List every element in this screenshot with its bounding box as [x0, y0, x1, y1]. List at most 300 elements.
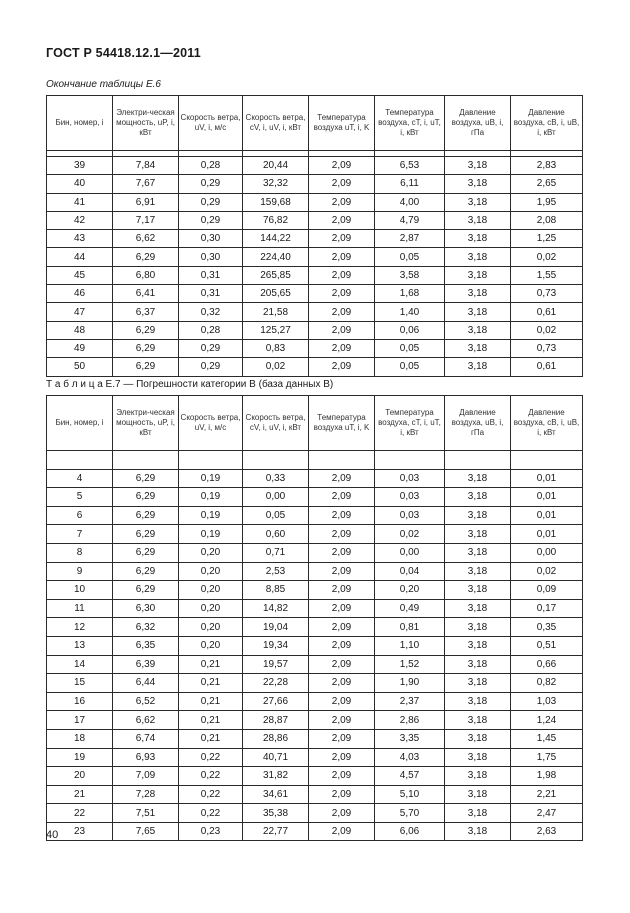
table-cell: 6,35	[113, 636, 179, 655]
table-cell: 0,20	[179, 581, 243, 600]
table-cell: 0,05	[243, 506, 309, 525]
table-cell: 3,58	[375, 266, 445, 284]
table-cell: 3,18	[445, 767, 511, 786]
table-cell: 2,09	[309, 674, 375, 693]
table-cell: 35,38	[243, 804, 309, 823]
table-cell: 5,10	[375, 785, 445, 804]
table-cell: 1,45	[511, 729, 583, 748]
table-cell: 3,18	[445, 748, 511, 767]
table-cell: 2,09	[309, 767, 375, 786]
table-cell: 6,93	[113, 748, 179, 767]
table-cell: 14	[47, 655, 113, 674]
table-cell: 2,09	[309, 692, 375, 711]
table-cell: 0,20	[375, 581, 445, 600]
table-cell: 0,20	[179, 599, 243, 618]
table-cell: 21	[47, 785, 113, 804]
table-row	[47, 674, 583, 693]
table-cell: 0,20	[179, 636, 243, 655]
table-cell: 1,24	[511, 711, 583, 730]
table-row	[47, 469, 583, 488]
table-cell: 46	[47, 285, 113, 303]
table-cell: 3,18	[445, 230, 511, 248]
table-cell: 7,51	[113, 804, 179, 823]
table-cell: 3,18	[445, 285, 511, 303]
table-cell: 5,70	[375, 804, 445, 823]
table-row	[47, 488, 583, 507]
table-cell: 3,18	[445, 321, 511, 339]
table-cell: 3,18	[445, 469, 511, 488]
table-cell: 0,28	[179, 321, 243, 339]
table-cell: 0,21	[179, 729, 243, 748]
table-cell: 31,82	[243, 767, 309, 786]
table-cell: 2,53	[243, 562, 309, 581]
table-cell: 0,05	[375, 339, 445, 357]
table-cell: 3,18	[445, 636, 511, 655]
table-cell: 7,09	[113, 767, 179, 786]
column-header: Давление воздуха, cB, i, uB, i, кВт	[511, 396, 583, 451]
table-cell: 0,03	[375, 506, 445, 525]
table-cell: 0,20	[179, 543, 243, 562]
table-cell: 2,09	[309, 303, 375, 321]
table-cell: 0,22	[179, 748, 243, 767]
table-cell: 20,44	[243, 157, 309, 175]
table-cell: 3,18	[445, 506, 511, 525]
table-cell: 0,31	[179, 285, 243, 303]
table-cell: 76,82	[243, 211, 309, 229]
table-cell: 0,19	[179, 506, 243, 525]
table-cell: 6,29	[113, 469, 179, 488]
table-row	[47, 543, 583, 562]
spacer-cell	[511, 451, 583, 470]
table-row	[47, 729, 583, 748]
table-cell: 28,86	[243, 729, 309, 748]
table-cell: 224,40	[243, 248, 309, 266]
table-cell: 2,09	[309, 581, 375, 600]
column-header: Бин, номер, i	[47, 396, 113, 451]
table-cell: 0,21	[179, 674, 243, 693]
table-cell: 0,21	[179, 692, 243, 711]
table-cell: 6,29	[113, 543, 179, 562]
column-header: Электри-ческая мощность, uP, i, кВт	[113, 96, 179, 151]
table-row	[47, 636, 583, 655]
table-cell: 1,10	[375, 636, 445, 655]
table-cell: 159,68	[243, 193, 309, 211]
table-cell: 3,18	[445, 785, 511, 804]
table-cell: 0,20	[179, 562, 243, 581]
spacer-cell	[179, 451, 243, 470]
table-cell: 12	[47, 618, 113, 637]
column-header: Температура воздуха, cT, i, uT, i, кВт	[375, 396, 445, 451]
table-cell: 205,65	[243, 285, 309, 303]
table-cell: 7,28	[113, 785, 179, 804]
table-cell: 0,09	[511, 581, 583, 600]
table-cell: 41	[47, 193, 113, 211]
table-cell: 2,09	[309, 506, 375, 525]
table-cell: 0,23	[179, 822, 243, 841]
table-cell: 3,18	[445, 248, 511, 266]
table-cell: 3,18	[445, 674, 511, 693]
table-row	[47, 599, 583, 618]
table-cell: 2,47	[511, 804, 583, 823]
table-cell: 6,29	[113, 358, 179, 376]
table-cell: 6,11	[375, 175, 445, 193]
table-cell: 1,52	[375, 655, 445, 674]
table-cell: 0,66	[511, 655, 583, 674]
table-cell: 0,21	[179, 711, 243, 730]
table-cell: 3,18	[445, 339, 511, 357]
table-cell: 0,01	[511, 525, 583, 544]
table-cell: 2,87	[375, 230, 445, 248]
table-cell: 3,18	[445, 488, 511, 507]
table-cell: 14,82	[243, 599, 309, 618]
table-cell: 7,17	[113, 211, 179, 229]
table-cell: 6,29	[113, 581, 179, 600]
table-cell: 40	[47, 175, 113, 193]
table-cell: 6,53	[375, 157, 445, 175]
table-cell: 13	[47, 636, 113, 655]
table-cell: 0,01	[511, 488, 583, 507]
column-header: Скорость ветра, uV, i, м/с	[179, 96, 243, 151]
table-cell: 1,75	[511, 748, 583, 767]
column-header: Температура воздуха uT, i, K	[309, 396, 375, 451]
table-cell: 0,29	[179, 211, 243, 229]
table-cell: 0,21	[179, 655, 243, 674]
table-cell: 2,09	[309, 543, 375, 562]
table-cell: 2,09	[309, 655, 375, 674]
table-cell: 6,29	[113, 248, 179, 266]
table-cell: 23	[47, 822, 113, 841]
table-cell: 3,18	[445, 599, 511, 618]
table-cell: 0,31	[179, 266, 243, 284]
table-cell: 19,34	[243, 636, 309, 655]
table-cell: 2,09	[309, 562, 375, 581]
table-cell: 3,18	[445, 303, 511, 321]
table-cell: 0,73	[511, 339, 583, 357]
table-cell: 0,06	[375, 321, 445, 339]
spacer-cell	[375, 451, 445, 470]
table-cell: 50	[47, 358, 113, 376]
table-cell: 0,00	[375, 543, 445, 562]
column-header: Давление воздуха, uB, i, гПа	[445, 396, 511, 451]
table-cell: 0,19	[179, 469, 243, 488]
table-cell: 2,09	[309, 193, 375, 211]
table-cell: 1,03	[511, 692, 583, 711]
table-cell: 17	[47, 711, 113, 730]
table-cell: 2,09	[309, 785, 375, 804]
table-cell: 3,18	[445, 211, 511, 229]
table-cell: 45	[47, 266, 113, 284]
table-cell: 4,03	[375, 748, 445, 767]
table-row	[47, 822, 583, 841]
table-cell: 6,39	[113, 655, 179, 674]
table-cell: 6,80	[113, 266, 179, 284]
table-cell: 0,03	[375, 469, 445, 488]
table-cell: 2,09	[309, 729, 375, 748]
table-cell: 4,79	[375, 211, 445, 229]
table-row	[47, 321, 583, 339]
page-number: 40	[46, 829, 59, 841]
table-cell: 2,09	[309, 339, 375, 357]
table-cell: 7	[47, 525, 113, 544]
table-cell: 2,09	[309, 266, 375, 284]
column-header: Давление воздуха, cB, i, uB, i, кВт	[511, 96, 583, 151]
table-cell: 0,73	[511, 285, 583, 303]
table-row	[47, 303, 583, 321]
column-header: Скорость ветра, cV, i, uV, i, кВт	[243, 96, 309, 151]
table-cell: 2,09	[309, 248, 375, 266]
table-cell: 6,29	[113, 562, 179, 581]
table-row	[47, 525, 583, 544]
table-cell: 0,02	[511, 321, 583, 339]
table-cell: 1,90	[375, 674, 445, 693]
table-cell: 0,61	[511, 303, 583, 321]
table-e6-caption: Окончание таблицы Е.6	[46, 79, 161, 90]
table-cell: 3,18	[445, 655, 511, 674]
table-cell: 49	[47, 339, 113, 357]
table-cell: 3,18	[445, 266, 511, 284]
table-cell: 6,29	[113, 339, 179, 357]
table-cell: 0,22	[179, 804, 243, 823]
table-cell: 0,03	[375, 488, 445, 507]
table-cell: 0,29	[179, 339, 243, 357]
table-cell: 20	[47, 767, 113, 786]
table-cell: 11	[47, 599, 113, 618]
table-cell: 1,55	[511, 266, 583, 284]
spacer-cell	[445, 451, 511, 470]
table-cell: 2,09	[309, 285, 375, 303]
table-cell: 8,85	[243, 581, 309, 600]
table-cell: 0,02	[511, 562, 583, 581]
table-cell: 6,74	[113, 729, 179, 748]
table-row	[47, 285, 583, 303]
table-cell: 1,98	[511, 767, 583, 786]
table-cell: 6,29	[113, 506, 179, 525]
table-cell: 42	[47, 211, 113, 229]
table-cell: 2,37	[375, 692, 445, 711]
table-cell: 0,83	[243, 339, 309, 357]
table-cell: 144,22	[243, 230, 309, 248]
table-cell: 48	[47, 321, 113, 339]
table-cell: 3,18	[445, 562, 511, 581]
table-cell: 3,18	[445, 711, 511, 730]
table-cell: 3,18	[445, 175, 511, 193]
table-cell: 7,65	[113, 822, 179, 841]
table-cell: 19	[47, 748, 113, 767]
table-row	[47, 339, 583, 357]
table-cell: 2,09	[309, 157, 375, 175]
table-cell: 0,00	[511, 543, 583, 562]
table-cell: 6	[47, 506, 113, 525]
table-cell: 2,09	[309, 358, 375, 376]
table-cell: 0,82	[511, 674, 583, 693]
spacer-cell	[113, 451, 179, 470]
table-row	[47, 230, 583, 248]
table-row	[47, 711, 583, 730]
table-cell: 2,09	[309, 321, 375, 339]
table-cell: 0,02	[375, 525, 445, 544]
table-e7-caption: Т а б л и ц а Е.7 — Погрешности категории В (база данных В)	[46, 379, 334, 390]
table-cell: 0,49	[375, 599, 445, 618]
table-cell: 2,65	[511, 175, 583, 193]
table-cell: 3,18	[445, 804, 511, 823]
table-cell: 22	[47, 804, 113, 823]
table-row	[47, 358, 583, 376]
table-cell: 6,29	[113, 321, 179, 339]
table-cell: 2,09	[309, 211, 375, 229]
table-cell: 2,86	[375, 711, 445, 730]
table-cell: 2,09	[309, 488, 375, 507]
spacer-cell	[243, 451, 309, 470]
table-cell: 2,08	[511, 211, 583, 229]
table-row	[47, 175, 583, 193]
table-cell: 34,61	[243, 785, 309, 804]
table-row	[47, 157, 583, 175]
table-cell: 3,18	[445, 581, 511, 600]
table-cell: 0,05	[375, 358, 445, 376]
table-cell: 3,18	[445, 692, 511, 711]
table-cell: 0,29	[179, 193, 243, 211]
table-cell: 2,09	[309, 469, 375, 488]
table-cell: 4	[47, 469, 113, 488]
table-cell: 0,22	[179, 785, 243, 804]
table-row	[47, 748, 583, 767]
table-row	[47, 211, 583, 229]
table-row	[47, 506, 583, 525]
column-header: Бин, номер, i	[47, 96, 113, 151]
table-cell: 22,77	[243, 822, 309, 841]
table-cell: 3,18	[445, 618, 511, 637]
table-cell: 0,17	[511, 599, 583, 618]
table-cell: 3,18	[445, 525, 511, 544]
table-row	[47, 562, 583, 581]
table-row	[47, 655, 583, 674]
table-cell: 2,09	[309, 230, 375, 248]
table-cell: 2,09	[309, 618, 375, 637]
table-cell: 4,57	[375, 767, 445, 786]
table-cell: 27,66	[243, 692, 309, 711]
table-row	[47, 618, 583, 637]
table-cell: 6,44	[113, 674, 179, 693]
table-cell: 8	[47, 543, 113, 562]
table-cell: 3,18	[445, 193, 511, 211]
table-cell: 0,29	[179, 358, 243, 376]
table-cell: 6,32	[113, 618, 179, 637]
table-cell: 0,22	[179, 767, 243, 786]
table-cell: 4,00	[375, 193, 445, 211]
table-row	[47, 767, 583, 786]
table-cell: 40,71	[243, 748, 309, 767]
table-cell: 0,20	[179, 618, 243, 637]
table-cell: 7,67	[113, 175, 179, 193]
table-cell: 0,32	[179, 303, 243, 321]
column-header: Давление воздуха, uB, i, гПа	[445, 96, 511, 151]
table-row	[47, 581, 583, 600]
table-cell: 6,52	[113, 692, 179, 711]
table-cell: 0,61	[511, 358, 583, 376]
table-cell: 6,06	[375, 822, 445, 841]
table-cell: 3,18	[445, 157, 511, 175]
table-cell: 6,30	[113, 599, 179, 618]
table-cell: 6,62	[113, 230, 179, 248]
header-spacer-row	[47, 451, 583, 470]
table-cell: 3,18	[445, 358, 511, 376]
column-header: Скорость ветра, uV, i, м/с	[179, 396, 243, 451]
table-cell: 5	[47, 488, 113, 507]
table-row	[47, 785, 583, 804]
table-cell: 0,81	[375, 618, 445, 637]
table-cell: 3,18	[445, 543, 511, 562]
table-cell: 1,68	[375, 285, 445, 303]
table-cell: 0,33	[243, 469, 309, 488]
table-cell: 0,51	[511, 636, 583, 655]
table-cell: 0,71	[243, 543, 309, 562]
table-cell: 32,32	[243, 175, 309, 193]
table-cell: 0,02	[511, 248, 583, 266]
table-cell: 0,29	[179, 175, 243, 193]
table-cell: 0,35	[511, 618, 583, 637]
table-cell: 265,85	[243, 266, 309, 284]
table-cell: 0,19	[179, 525, 243, 544]
table-cell: 3,35	[375, 729, 445, 748]
table-cell: 6,29	[113, 525, 179, 544]
document-title: ГОСТ Р 54418.12.1—2011	[46, 46, 201, 60]
column-header: Скорость ветра, cV, i, uV, i, кВт	[243, 396, 309, 451]
table-cell: 2,09	[309, 822, 375, 841]
table-cell: 3,18	[445, 822, 511, 841]
table-cell: 6,41	[113, 285, 179, 303]
table-cell: 18	[47, 729, 113, 748]
table-cell: 6,62	[113, 711, 179, 730]
table-cell: 2,09	[309, 748, 375, 767]
table-cell: 0,60	[243, 525, 309, 544]
table-row	[47, 692, 583, 711]
table-cell: 2,09	[309, 804, 375, 823]
table-cell: 19,04	[243, 618, 309, 637]
table-cell: 6,91	[113, 193, 179, 211]
spacer-cell	[47, 451, 113, 470]
table-cell: 0,04	[375, 562, 445, 581]
table-e6	[46, 95, 583, 377]
table-cell: 16	[47, 692, 113, 711]
table-cell: 9	[47, 562, 113, 581]
table-cell: 22,28	[243, 674, 309, 693]
table-row	[47, 804, 583, 823]
column-header: Электри-ческая мощность, uP, i, кВт	[113, 396, 179, 451]
table-cell: 0,01	[511, 506, 583, 525]
column-header: Температура воздуха, cT, i, uT, i, кВт	[375, 96, 445, 151]
table-cell: 7,84	[113, 157, 179, 175]
spacer-cell	[309, 451, 375, 470]
table-cell: 15	[47, 674, 113, 693]
table-cell: 125,27	[243, 321, 309, 339]
table-cell: 2,83	[511, 157, 583, 175]
table-cell: 1,25	[511, 230, 583, 248]
table-row	[47, 248, 583, 266]
table-cell: 2,63	[511, 822, 583, 841]
table-cell: 28,87	[243, 711, 309, 730]
table-e7	[46, 395, 583, 841]
table-cell: 0,05	[375, 248, 445, 266]
table-cell: 6,37	[113, 303, 179, 321]
table-cell: 2,09	[309, 175, 375, 193]
column-header: Температура воздуха uT, i, K	[309, 96, 375, 151]
table-cell: 0,30	[179, 248, 243, 266]
table-cell: 19,57	[243, 655, 309, 674]
table-cell: 39	[47, 157, 113, 175]
table-cell: 2,09	[309, 525, 375, 544]
table-cell: 47	[47, 303, 113, 321]
table-cell: 1,95	[511, 193, 583, 211]
